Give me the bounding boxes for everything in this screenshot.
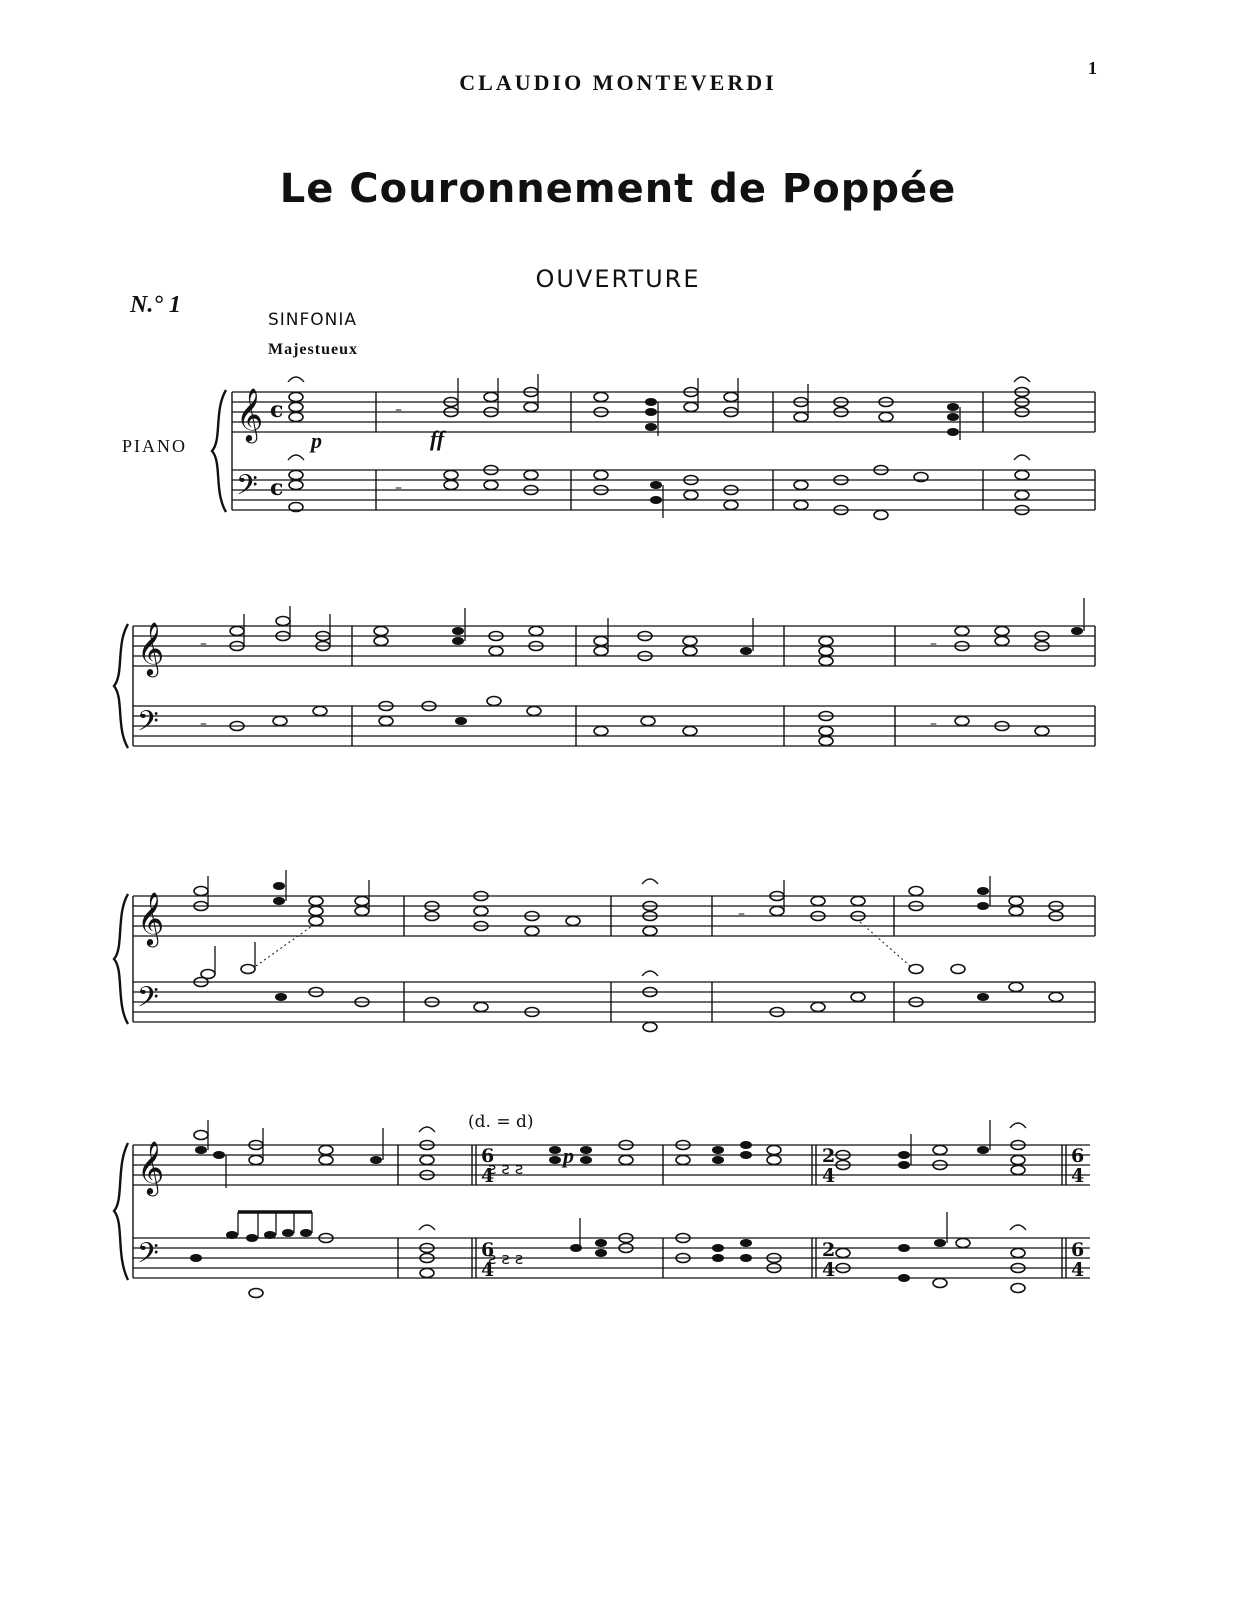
tempo-marking: Majestueux — [268, 341, 358, 358]
time-signature-two-four — [822, 1145, 835, 1281]
bass-clef: 𝄢 — [137, 705, 159, 745]
ts2-top-bass: 2 — [822, 1239, 836, 1261]
stems — [208, 870, 990, 974]
bass-staff — [133, 706, 1095, 746]
filled-noteheads — [452, 627, 1083, 725]
movement-title: OUVERTURE — [535, 265, 701, 293]
ts3-top-bass: 6 — [1071, 1239, 1085, 1261]
half-rest: – — [738, 906, 745, 922]
bass-staff — [133, 1238, 1090, 1278]
dynamic-piano-2: p — [563, 1143, 574, 1168]
bass-clef: 𝄢 — [236, 469, 258, 509]
ts-top: 6 — [481, 1145, 495, 1167]
barlines — [133, 626, 1095, 746]
composer-name: CLAUDIO MONTEVERDI — [459, 70, 777, 95]
bass-staff — [133, 982, 1095, 1022]
treble-clef: 𝄞 — [137, 621, 165, 675]
half-rest-bass: – — [395, 480, 402, 496]
system-brace — [212, 390, 226, 512]
barlines — [133, 896, 1095, 1022]
ts2-bottom: 4 — [822, 1165, 836, 1187]
score-system-2 — [0, 604, 1236, 754]
filled-noteheads — [273, 882, 989, 1001]
opera-title: Le Couronnement de Poppée — [279, 166, 957, 212]
half-rest-bass: – — [738, 994, 745, 1010]
bass-clef: 𝄢 — [137, 1237, 159, 1277]
ts-bottom-bass: 4 — [481, 1259, 495, 1281]
half-rest: – — [200, 636, 207, 652]
filled-noteheads — [645, 398, 959, 504]
fermata-sign — [288, 377, 1030, 460]
score-system-1 — [0, 370, 1236, 530]
quarter-rests-bass: ƨ ƨ ƨ — [488, 1249, 524, 1268]
bass-clef: 𝄢 — [137, 981, 159, 1021]
piece-number: N.° 1 — [130, 292, 181, 318]
section-label: SINFONIA — [268, 310, 358, 330]
treble-staff — [133, 626, 1095, 666]
treble-clef: 𝄞 — [236, 387, 264, 441]
instrument-label: PIANO — [122, 436, 188, 456]
stems — [208, 1120, 990, 1248]
half-rest-bass: – — [200, 716, 207, 732]
dynamic-fortissimo: ff — [430, 426, 445, 451]
score-system-3 — [0, 884, 1236, 1044]
ts3-bottom-bass: 4 — [1071, 1259, 1085, 1281]
treble-clef: 𝄞 — [137, 891, 165, 945]
slur-lines — [256, 922, 910, 966]
system-brace — [114, 894, 128, 1024]
ts-bottom: 4 — [481, 1165, 495, 1187]
time-signature-six-four-end — [1071, 1145, 1084, 1281]
dynamic-piano: p — [311, 428, 322, 453]
treble-staff — [232, 392, 1095, 432]
time-signature-common-bass: c — [270, 475, 284, 501]
ts3-bottom: 4 — [1071, 1165, 1085, 1187]
ts-top-bass: 6 — [481, 1239, 495, 1261]
system-brace — [114, 624, 128, 748]
time-signature-common: c — [270, 397, 284, 423]
page-number: 1 — [1088, 58, 1097, 78]
half-rest: – — [395, 402, 402, 418]
ts2-top: 2 — [822, 1145, 836, 1167]
ts3-top: 6 — [1071, 1145, 1085, 1167]
tempo-equivalence: (d. = d) — [468, 1112, 534, 1132]
ts2-bottom-bass: 4 — [822, 1259, 836, 1281]
noteheads — [194, 887, 1063, 1032]
half-rest-bass-2: – — [930, 716, 937, 732]
score-system-4 — [0, 1140, 1236, 1310]
quarter-rests: ƨ ƨ ƨ — [488, 1159, 524, 1178]
system-brace — [114, 1143, 128, 1280]
treble-clef: 𝄞 — [137, 1140, 165, 1194]
half-rest-2: – — [930, 636, 937, 652]
